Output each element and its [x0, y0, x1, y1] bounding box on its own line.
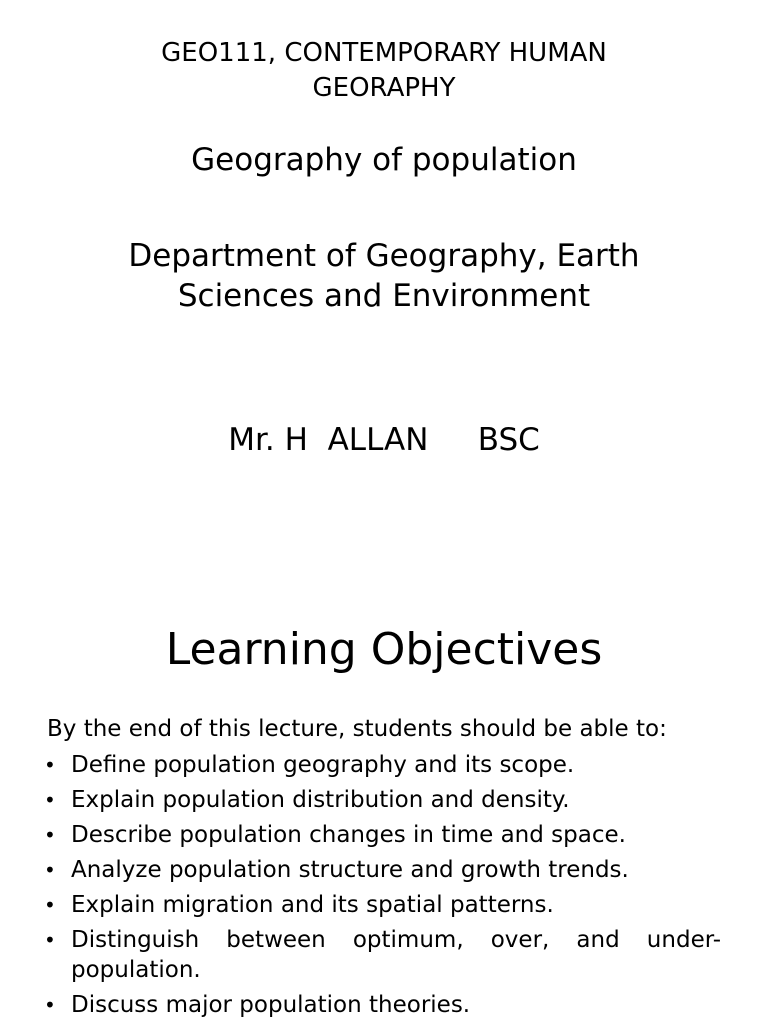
course-title [0, 36, 768, 106]
objective-text: Distinguish between optimum, over, and under-population. [71, 927, 721, 983]
bullet-icon: • [44, 823, 56, 847]
objective-text: Define population geography and its scope. [71, 752, 575, 778]
objectives-heading: Learning Objectives [165, 624, 603, 675]
objective-text: Describe population changes in time and space. [71, 822, 626, 848]
department-line-2: Sciences and Environment [177, 278, 591, 314]
objective-text: Discuss major population theories. [71, 992, 471, 1018]
objective-text: Explain migration and its spatial patterns. [71, 892, 554, 918]
objective-item [44, 925, 721, 985]
objective-item [44, 855, 721, 885]
department-line-1: Department of Geography, Earth [128, 238, 640, 274]
course-title-line-2: GEORAPHY [312, 73, 456, 103]
objective-item [44, 820, 721, 850]
lecture-subtitle: Geography of population [191, 142, 577, 178]
course-title-line-1: GEO111, CONTEMPORARY HUMAN [161, 38, 607, 68]
objective-text: Explain population distribution and density. [71, 787, 570, 813]
bullet-icon: • [44, 928, 56, 952]
objective-item [44, 750, 721, 780]
bullet-icon: • [44, 753, 56, 777]
bullet-icon: • [44, 788, 56, 812]
author-name: Mr. H ALLAN BSC [228, 422, 540, 458]
objectives-list [44, 750, 721, 1025]
bullet-icon: • [44, 993, 56, 1017]
bullet-icon: • [44, 858, 56, 882]
objective-text: Analyze population structure and growth trends. [71, 857, 629, 883]
bullet-icon: • [44, 893, 56, 917]
objective-item [44, 890, 721, 920]
objectives-intro: By the end of this lecture, students should be able to: [47, 716, 667, 742]
objective-item [44, 785, 721, 815]
objective-item [44, 990, 721, 1020]
department-name [0, 236, 768, 316]
